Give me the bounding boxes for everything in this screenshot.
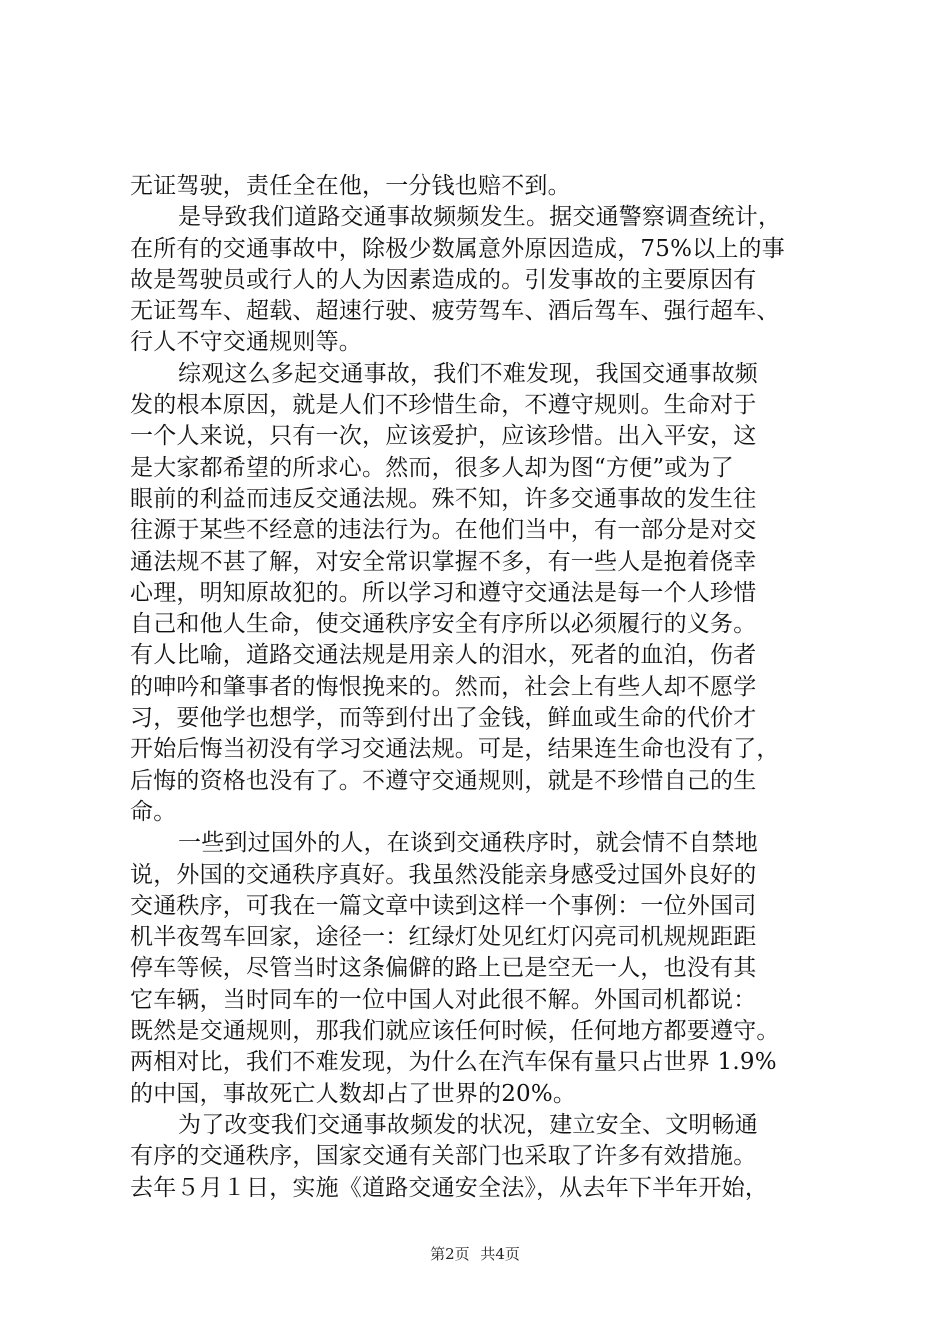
text-line: 有人比喻，道路交通法规是用亲人的泪水，死者的血泊，伤者: [130, 642, 757, 669]
text-line: 两相对比，我们不难发现，为什么在汽车保有量只占世界 1.9%: [130, 1049, 777, 1076]
text-line: 它车辆，当时同车的一位中国人对此很不解。外国司机都说：: [130, 986, 757, 1013]
text-line: 的呻吟和肇事者的悔恨挽来的。然而，社会上有些人却不愿学: [130, 673, 757, 700]
text-line: 命。: [130, 798, 177, 825]
text-line: 是大家都希望的所求心。然而，很多人却为图“方便”或为了: [130, 454, 734, 481]
text-line: 发的根本原因，就是人们不珍惜生命，不遵守规则。生命对于: [130, 392, 757, 419]
text-line: 习，要他学也想学，而等到付出了金钱，鲜血或生命的代价才: [130, 705, 757, 732]
text-line: 综观这么多起交通事故，我们不难发现，我国交通事故频: [178, 360, 758, 387]
text-line: 为了改变我们交通事故频发的状况，建立安全、文明畅通: [178, 1111, 758, 1138]
document-body: [130, 171, 850, 1204]
page-number: 第2页: [430, 1245, 470, 1263]
page-footer: [0, 1243, 950, 1264]
text-line: 心理，明知原故犯的。所以学习和遵守交通法是每一个人珍惜: [130, 579, 757, 606]
text-line: 无证驾驶，责任全在他，一分钱也赔不到。: [130, 173, 571, 199]
text-line: 交通秩序，可我在一篇文章中读到这样一个事例：一位外国司: [130, 892, 757, 919]
text-line: 故是驾驶员或行人的人为因素造成的。引发事故的主要原因有: [130, 266, 757, 293]
page-total: 共4页: [480, 1245, 520, 1263]
text-line: 有序的交通秩序，国家交通有关部门也采取了许多有效措施。: [130, 1143, 757, 1170]
text-line: 既然是交通规则，那我们就应该任何时候，任何地方都要遵守。: [130, 1018, 780, 1045]
text-line: 眼前的利益而违反交通法规。殊不知，许多交通事故的发生往: [130, 485, 757, 512]
text-line: 在所有的交通事故中，除极少数属意外原因造成，75%以上的事: [130, 235, 785, 262]
text-line: 开始后悔当初没有学习交通法规。可是，结果连生命也没有了，: [130, 736, 780, 763]
text-line: 自己和他人生命，使交通秩序安全有序所以必须履行的义务。: [130, 611, 757, 638]
text-line: 的中国，事故死亡人数却占了世界的20%。: [130, 1080, 577, 1107]
text-line: 是导致我们道路交通事故频频发生。据交通警察调查统计，: [178, 204, 782, 231]
text-line: 后悔的资格也没有了。不遵守交通规则，就是不珍惜自己的生: [130, 767, 757, 794]
text-line: 一个人来说，只有一次，应该爱护，应该珍惜。出入平安，这: [130, 423, 757, 450]
text-line: 无证驾车、超载、超速行驶、疲劳驾车、酒后驾车、强行超车、: [130, 298, 780, 325]
text-line: 停车等候，尽管当时这条偏僻的路上已是空无一人，也没有其: [130, 955, 757, 982]
text-line: 通法规不甚了解，对安全常识掌握不多，有一些人是抱着侥幸: [130, 548, 757, 575]
text-line: 行人不守交通规则等。: [130, 329, 362, 356]
text-line: 往源于某些不经意的违法行为。在他们当中，有一部分是对交: [130, 517, 757, 544]
text-line: 机半夜驾车回家，途径一：红绿灯处见红灯闪亮司机规规距距: [130, 924, 757, 951]
text-line: 说，外国的交通秩序真好。我虽然没能亲身感受过国外良好的: [130, 861, 757, 888]
text-line: 一些到过国外的人，在谈到交通秩序时，就会情不自禁地: [178, 830, 758, 857]
text-line: 去年５月１日，实施《道路交通安全法》，从去年下半年开始，: [130, 1174, 769, 1201]
